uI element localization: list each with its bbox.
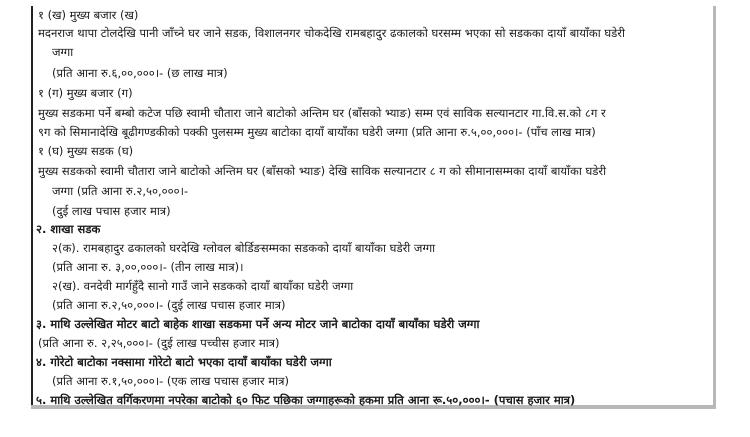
item-1kha-rate: (प्रति आना रु.६,००,०००।- (छ लाख मात्र) [52, 66, 228, 80]
section-4-description: ४. गोरेटो बाटोका नक्सामा गोरेटो बाटो भएका दायाँ बायाँका घडेरी जग्गा [36, 355, 332, 369]
item-1ga-description-line1: मुख्य सडकमा पर्ने बम्बो कटेज पछि स्वामी चौतारा जाने बाटोको अन्तिम घर (बाँसको भ्याङ) सम्म एवं साविक सल्यानटार गा.वि.स.को ८ग र [38, 106, 606, 120]
section-3-rate: (प्रति आना रु. २,२५,०००।- (दुई लाख पच्चीस हजार मात्र) [38, 336, 280, 350]
item-1gha-description-line1: मुख्य सडकको स्वामी चौतारा जाने बाटोको अन्तिम घर (बाँसको भ्याङ) देखि साविक सल्यानटार ८ ग को सीमानासम्मका दायाँ बायाँका घडेरी [38, 164, 607, 178]
item-1gha-rate-words: (दुई लाख पचास हजार मात्र) [52, 204, 171, 218]
item-2ka-description: २(क). रामबहादुर ढकालको घरदेखि ग्लोवल बोर्डिङसम्मका सडकको दायाँ बायाँका घडेरी जग्गा [52, 241, 436, 255]
item-1ga-description-line2: ९ग को सिमानादेखि बूढीगण्डकीको पक्की पुलसम्म मुख्य बाटोका दायाँ बायाँका घडेरी जग्गा (प्रति आना रु.५,००,०००।- (पाँच लाख मात्र) [38, 125, 596, 139]
section-4-rate: (प्रति आना रु.१,५०,०००।- (एक लाख पचास हजार मात्र) [52, 374, 289, 388]
section-5-description: ५. माथि उल्लेखित वर्गिकरणमा नपरेका बाटोको ६० फिट पछिका जग्गाहरूको हकमा प्रति आना रू.५०,०००।- (पचास हजार मात्र) [36, 393, 576, 407]
item-1kha-description-line1: मदनराज थापा टोलदेखि पानी जाँच्ने घर जाने सडक, विशालनगर चोकदेखि रामबहादुर ढकालको घरसम्म भएका सो सडकका दायाँ बायाँका घडेरी [38, 26, 625, 40]
right-shadow-border [713, 6, 716, 406]
left-border-line [31, 6, 33, 406]
section-3-description: ३. माथि उल्लेखित मोटर बाटो बाहेक शाखा सडकमा पर्ने अन्य मोटर जाने बाटोका दायाँ बायाँका घडेरी जग्गा [36, 317, 480, 331]
item-1kha-description-line2: जग्गा [52, 45, 74, 59]
item-1gha-description-line2: जग्गा (प्रति आना रु.२,५०,०००।- [52, 184, 189, 198]
item-1gha-heading: १ (घ) मुख्य सडक (घ) [38, 144, 134, 158]
item-2kha-description: २(ख). वनदेवी मार्गहुँदै सानो गाउँ जाने सडकको दायाँ बायाँका घडेरी जग्गा [52, 279, 354, 293]
item-2ka-rate: (प्रति आना रु. ३,००,०००।- (तीन लाख मात्र)। [52, 260, 244, 274]
section-2-heading: २. शाखा सडक [36, 222, 101, 236]
item-1ga-heading: १ (ग) मुख्य बजार (ग) [38, 86, 133, 100]
item-1kha-heading: १ (ख) मुख्य बजार (ख) [38, 8, 139, 22]
item-2kha-rate: (प्रति आना रु.२,५०,०००।- (दुई लाख पचास हजार मात्र) [52, 298, 286, 312]
